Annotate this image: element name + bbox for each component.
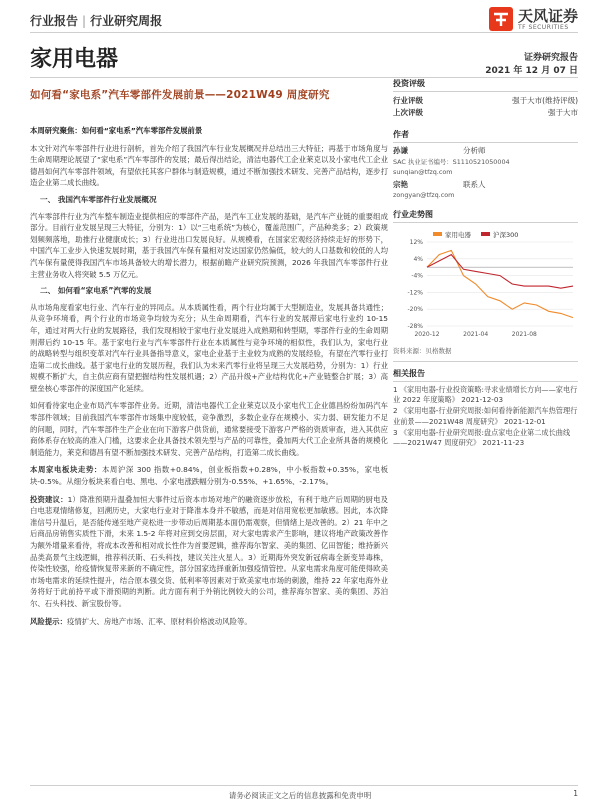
footer-disclaimer: 请务必阅读正文之后的信息披露和免责申明: [228, 791, 372, 800]
tf-securities-logo: [488, 6, 578, 32]
related-report-2[interactable]: 2 《家用电器-行业研究周报:如何看待新能源汽车热管理行业前景——2021W48 周度研究》 2021-12-01: [393, 406, 578, 426]
prev-rating-label: 上次评级: [393, 108, 423, 117]
logo-mark-icon: [488, 6, 514, 32]
y-tick-label: -4%: [411, 272, 423, 280]
legend-swatch-appliances: [433, 232, 442, 236]
related-list: [393, 385, 578, 450]
weekly-trend-paragraph: [30, 464, 388, 487]
sidebar: [393, 78, 578, 449]
y-tick-label: -20%: [407, 305, 423, 313]
category-separator: |: [82, 14, 87, 28]
risk-text: 疫情扩大、房地产市场、汇率、原材料价格波动风险等。: [66, 616, 252, 626]
author-1-role: 分析师: [463, 146, 486, 155]
industry-trend-chart: [393, 226, 578, 344]
report-title: 如何看“家电系”汽车零部件发展前景——2021W49 周度研究: [30, 89, 330, 101]
risk-paragraph: [30, 616, 388, 628]
report-date: 2021 年 12 月 07 日: [485, 66, 578, 76]
main-content: [30, 125, 388, 627]
rating-value: 强于大市(维持评级): [512, 96, 578, 105]
industry-title: 家用电器: [30, 47, 119, 72]
y-tick-label: 4%: [413, 255, 423, 263]
author-2: [393, 180, 578, 201]
legend-label-hs300: 沪深300: [493, 230, 519, 239]
legend-item-appliances: [433, 230, 471, 239]
investment-advice-text: 1）降准预期升温叠加恒大事件过后资本市场对地产的融资逐步放松，有利于地产后周期的厨电及白电悲观情绪修复，回溯历史，大家电行业对于降准本身并不敏感，而是对信用宽松更加敏感。因此，本次降准信号升温后，是否能传递至地产竞松进一步带动后周期基本面仍需观察，但情绪上是改善的。2）21 年中之后商品房销售实质性下滑，未来 1.5-2 年将对应到交房层面，对大家电需求产生影响，建议将地产政策改善作为额外增量来看待，将成本改善和相对成长性作为首要逻辑，推荐海尔智家、美的集团、亿田智能；维持新兴品类高景气主线逻辑，推荐科沃斯、石头科技，建议关注火星人。3）近期海外突发新冠病毒全新变异毒株，传染性较强，给疫情恢复带来新的不确定性，部分国家选择重新加强疫情管控。从家电需求角度可能使得欧美市场电需求的延续性提升，结合原本强交货、低利率等因素对于欧美家电市场的刺激，维持 22 年家电海外业务将好于此前持平或下滑预期的判断。此方面有利于外销比例较大的公司，推荐海尔智家、美的集团、苏泊尔、石头科技、新宝股份等。: [30, 494, 388, 608]
series-line-hs300: [427, 254, 573, 288]
y-tick-label: 12%: [409, 238, 423, 246]
chart-plot: [393, 226, 578, 344]
y-tick-label: -12%: [407, 288, 423, 296]
related-report-3[interactable]: 3 《家用电器-行业研究周报:盘点家电企业第二成长曲线——2021W47 周度研究》 2021-11-23: [393, 427, 571, 448]
rating-row: [393, 95, 578, 107]
chart-source: 资料来源：贝格数据: [393, 346, 578, 362]
section-2-heading: 二、 如何看“家电系”汽零的发展: [40, 286, 152, 296]
section-1-paragraph: 汽车零部件行业为汽车整车制造业提供相应的零部件产品，是汽车工业发展的基础，是汽车产业链的重要组成部分。目前行业发展呈现三大特征，分别为：1）以“三电系统”为核心，覆盖范围广，产品种类多；2）政策规划频频落地，助推行业健康成长；3）行业进出口发展良好。从规模看，在国家宏观经济持续走好的形势下，中国汽车工业步入快速发展时期，基于我国汽车保有量相对发达国家仍然偏低，较大的人口基数和较低的人均汽车保有量使得我国汽车市场具备较大的增长潜力，根据前瞻产业研究院预测，2026 年我国汽车零部件行业主营业务收入将突破 5.5 万亿元。: [30, 211, 388, 279]
layout-paragraph: 如何看待家电企业布局汽车零部件业务。近期，清洁电器代工企业莱克以及小家电代工企业德昌纷纷加码汽车零部件领域；目前我国汽车零部件市场集中度较低，竞争激烈，多数企业存在规模小、实力弱、研发能力不足的问题，同时，汽车零部件生产企业在向下游客户供货前，通常要接受下游客户严格的资质审查，进入其供应商体系存在较高的准入门槛，这要求企业具备技术领先型与产品的可靠性，叠加两大代工企业所具备的规模化制造能力，莱克和德昌有望不断加强技术研发、完善产品结构，打造第二成长曲线。: [30, 401, 388, 457]
category-label: 行业报告: [30, 14, 79, 28]
market-paragraph: 从市场角度看家电行业、汽车行业的异同点。从本质属性看，两个行业均属于大型制造业，发展具备共通性；从竞争环境看，两个行业的市场竞争均较为充分；从生命周期看，汽车行业的发展滞后家电行业约 10-15 年，通过对两大行业的发展路径，我们发现相较于家电行业发展进入成熟期和转型期，零部件行业的生命周期则滞后约 10-15 年。基于家电行业与汽车零部件行业在本质属性与竞争环境的相似性，我们认为，家电行业的战略转型与组织变革对汽车行业具备指导意义，家电企业基于主业较为成熟的发展经验，有望在汽零行业打造第二成长曲线。基于家电行业的发展历程，我们认为未来汽零行业将呈现三大发展趋势，分别为：1）行业规模不断扩大，自主供应商有望把握结构性发展机遇；2）产品升级+产业结构优化+产业链整合扩展；3）高壁垒核心零部件的深度国产化延续。: [30, 302, 388, 393]
rating-label: 行业评级: [393, 96, 423, 105]
investment-advice-label: 投资建议：: [30, 494, 68, 504]
author-1-email[interactable]: sunqian@tfzq.com: [393, 168, 453, 176]
summary-heading: 本周研究聚焦：如何看“家电系”汽车零部件发展前景: [30, 126, 203, 135]
weekly-trend-label: 本周家电板块走势：: [30, 465, 102, 475]
page-number: 1: [573, 789, 578, 798]
author-1-name: 孙谦: [393, 146, 408, 155]
author-2-email[interactable]: zongyan@tfzq.com: [393, 191, 455, 199]
legend-swatch-hs300: [481, 232, 490, 236]
x-tick-label: 2021-08: [511, 330, 537, 338]
footer-divider: [30, 785, 578, 786]
investment-advice-paragraph: [30, 494, 388, 610]
chart-heading: 行业走势图: [393, 209, 578, 223]
author-2-role: 联系人: [463, 179, 486, 189]
summary-paragraph: 本文针对汽车零部件行业进行剖析，首先介绍了我国汽车行业发展概况并总结出三大特征；再基于市场角度与生命周期理论展望了“家电系”汽车零部件的发展；最后得出结论，清洁电器代工企业莱克以及小家电代工企业德昌如何汽车零部件领域，有望依托其客户群体与制造规模，通过不断加强技术研发、完善产品结构，逐步打造企业第二成长曲线。: [30, 143, 388, 188]
report-category: [30, 12, 162, 29]
y-tick-label: -28%: [407, 322, 423, 330]
x-tick-label: 2020-12: [414, 330, 440, 338]
author-2-name: 宗艳: [393, 179, 408, 189]
legend-item-hs300: [481, 230, 518, 239]
rating-heading: 投资评级: [393, 78, 578, 92]
author-1: [393, 146, 578, 178]
report-type: 证券研究报告: [523, 53, 578, 63]
related-heading: 相关报告: [393, 368, 578, 382]
series-line-appliances: [427, 250, 573, 317]
subcategory-label: 行业研究周报: [90, 14, 163, 28]
related-report-1[interactable]: 1 《家用电器-行业投资策略:寻求业绩增长方向——家电行业 2022 年度策略》 2021-12-03: [393, 384, 578, 405]
x-tick-label: 2021-04: [463, 330, 489, 338]
section-1-heading: 一、 我国汽车零部件行业发展概况: [40, 194, 157, 204]
author-heading: 作者: [393, 129, 578, 143]
prev-rating-row: [393, 107, 578, 119]
author-1-sac: SAC 执业证书编号：S1110521050004: [393, 157, 510, 166]
logo-text-en: TF SECURITIES: [517, 23, 569, 31]
header-divider: [30, 32, 578, 33]
chart-legend: [433, 230, 518, 239]
logo-text-cn: 天风证券: [517, 6, 578, 25]
risk-label: 风险提示：: [30, 616, 67, 626]
legend-label-appliances: 家用电器: [445, 230, 471, 239]
prev-rating-value: 强于大市: [548, 108, 578, 117]
weekly-trend-text: 本周沪深 300 指数+0.84%，创业板指数+0.28%，中小板指数+0.35%，家电板块-0.5%。从细分板块来看白电、黑电、小家电涨跌幅分别为-0.55%、+1.65%、-2.17%。: [30, 465, 388, 487]
